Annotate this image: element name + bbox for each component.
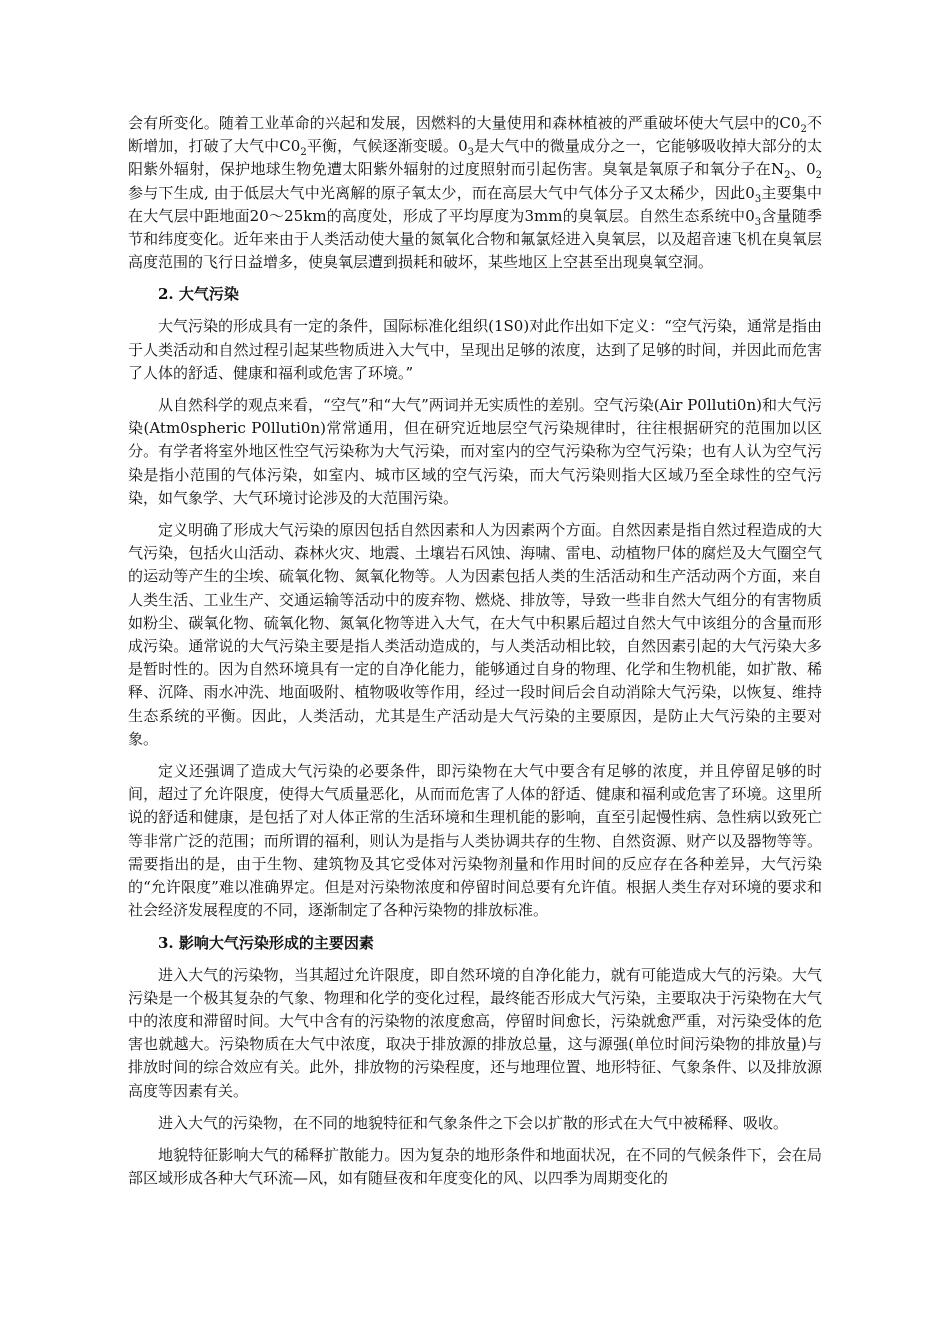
chemical-subscript: 3	[754, 193, 762, 205]
text-run: 参与下生成, 由于低层大气中光离解的原子氧太少，而在高层大气中气体分子又太稀少，因此0	[128, 183, 755, 202]
paragraph-causes: 定义明确了形成大气污染的原因包括自然因素和人为因素两个方面。自然因素是指自然过程造成的大气污染，包括火山活动、森林火灾、地震、土壤岩石风蚀、海啸、雷电、动植物尸体的腐烂及大气圈空气的运动等产生的尘埃、硫氧化物、氮氧化物等。人为因素包括人类的生活活动和生产活动两个方面，来自人类生活、工业生产、交通运输等活动中的废弃物、燃烧、排放等，导致一些非自然大气组分的有害物质如粉尘、碳氧化物、硫氧化物、氮氧化物等进入大气，在大气中积累后超过自然大气中该组分的含量而形成污染。通常说的大气污染主要是指人类活动造成的，与人类活动相比较，自然因素引起的大气污染大多是暂时性的。因为自然环境具有一定的自净化能力，能够通过自身的物理、化学和生物机能，如扩散、稀释、沉降、雨水冲洗、地面吸附、植物吸收等作用，经过一段时间后会自动消除大气污染，以恢复、维持生态系统的平衡。因此，人类活动，尤其是生产活动是大气污染的主要原因，是防止大气污染的主要对象。	[128, 521, 822, 748]
paragraph-concentration: 进入大气的污染物，当其超过允许限度，即自然环境的自净化能力，就有可能造成大气的污染。大气污染是一个极其复杂的气象、物理和化学的变化过程，最终能否形成大气污染，主要取决于污染物在大气中的浓度和滞留时间。大气中含有的污染物的浓度愈高，停留时间愈长，污染就愈严重，对污染受体的危害也就越大。污染物质在大气中浓度，取决于排放源的排放总量，这与源强(单位时间污染物的排放量)与排放时间的综合效应有关。此外，排放物的污染程度，还与地理位置、地形特征、气象条件、以及排放源高度等因素有关。	[128, 965, 822, 1100]
paragraph-terrain: 地貌特征影响大气的稀释扩散能力。因为复杂的地形条件和地面状况，在不同的气候条件下，会在局部区域形成各种大气环流—风，如有随昼夜和年度变化的风、以四季为周期变化的	[128, 1145, 822, 1188]
text-run: 平衡，气候逐渐变暖。0	[306, 137, 468, 156]
document-page	[128, 112, 822, 1199]
text-run: 是大气中的微量成分之一，它能够吸收掉大部分的太阳紫外辐射，保护地球生物免遭太阳紫外辐射的过度照射而引起伤害。臭氧是氧原子和氧分子在N	[128, 137, 822, 179]
text-run: 不断增加，打破了大气中C0	[128, 114, 822, 156]
text-run: 会有所变化。随着工业革命的兴起和发展，因燃料的大量使用和森林植被的严重破坏使大气层中的C0	[128, 114, 801, 132]
paragraph-air-vs-atmosphere: 从自然科学的观点来看，“空气”和“大气”两词并无实质性的差别。空气污染(Air P0lluti0n)和大气污染(Atm0spheric P0lluti0n)常常通用，但在研究近地层空气污染规律时，往往根据研究的范围加以区分。有学者将室外地区性空气污染称为大气污染，而对室内的空气污染称为空气污染；也有人认为空气污染是指小范围的气体污染，如室内、城市区域的空气污染，而大气污染则指大区域乃至全球性的空气污染，如气象学、大气环境讨论涉及的大范围污染。	[128, 396, 822, 507]
text-run: 、0	[790, 160, 816, 179]
chemical-subscript: 2	[300, 147, 307, 159]
chemical-subscript: 3	[754, 216, 762, 228]
paragraph-diffusion: 进入大气的污染物，在不同的地貌特征和气象条件之下会以扩散的形式在大气中被稀释、吸收。	[158, 1113, 789, 1132]
chemical-subscript: 2	[784, 170, 791, 182]
paragraph-definition: 大气污染的形成具有一定的条件，国际标准化组织(1S0)对此作出如下定义：“空气污染，通常是指由于人类活动和自然过程引起某些物质进入大气中，呈现出足够的浓度，达到了足够的时间，并因此而危害了人体的舒适、健康和福利或危害了环境。”	[128, 317, 822, 382]
section-heading-air-pollution: 2. 大气污染	[158, 285, 239, 304]
paragraph-conditions: 定义还强调了造成大气污染的必要条件，即污染物在大气中要含有足够的浓度，并且停留足够的时间，超过了允许限度，使得大气质量恶化，从而而危害了人体的舒适、健康和福利或危害了环境。这里所说的舒适和健康，是包括了对人体正常的生活环境和生理机能的影响，直至引起慢性病、急性病以致死亡等非常广泛的范围；而所谓的福利，则认为是指与人类协调共存的生物、自然资源、财产以及器物等等。需要指出的是，由于生物、建筑物及其它受体对污染物剂量和作用时间的反应存在各种差异，大气污染的“允许限度”难以准确界定。但是对污染物浓度和停留时间总要有允许值。根据人类生存对环境的要求和社会经济发展程度的不同，逐渐制定了各种污染物的排放标准。	[128, 762, 822, 920]
chemical-subscript: 3	[467, 147, 475, 159]
chemical-subscript: 2	[800, 124, 807, 135]
section-heading-factors: 3. 影响大气污染形成的主要因素	[158, 933, 374, 952]
text-run: 含量随季节和纬度变化。近年来由于人类活动使大量的氮氧化合物和氟氯烃进入臭氧层，以及超音速飞机在臭氧层高度范围的飞行日益增多，使臭氧层遭到损耗和破坏，某些地区上空甚至出现臭氧空洞。	[128, 206, 822, 272]
chemical-subscript: 2	[815, 170, 822, 182]
paragraph-co2-ozone	[128, 112, 822, 274]
text-run: 主要集中在大气层中距地面20～25km的高度处，形成了平均厚度为3mm的臭氧层。自然生态系统中0	[128, 183, 822, 225]
